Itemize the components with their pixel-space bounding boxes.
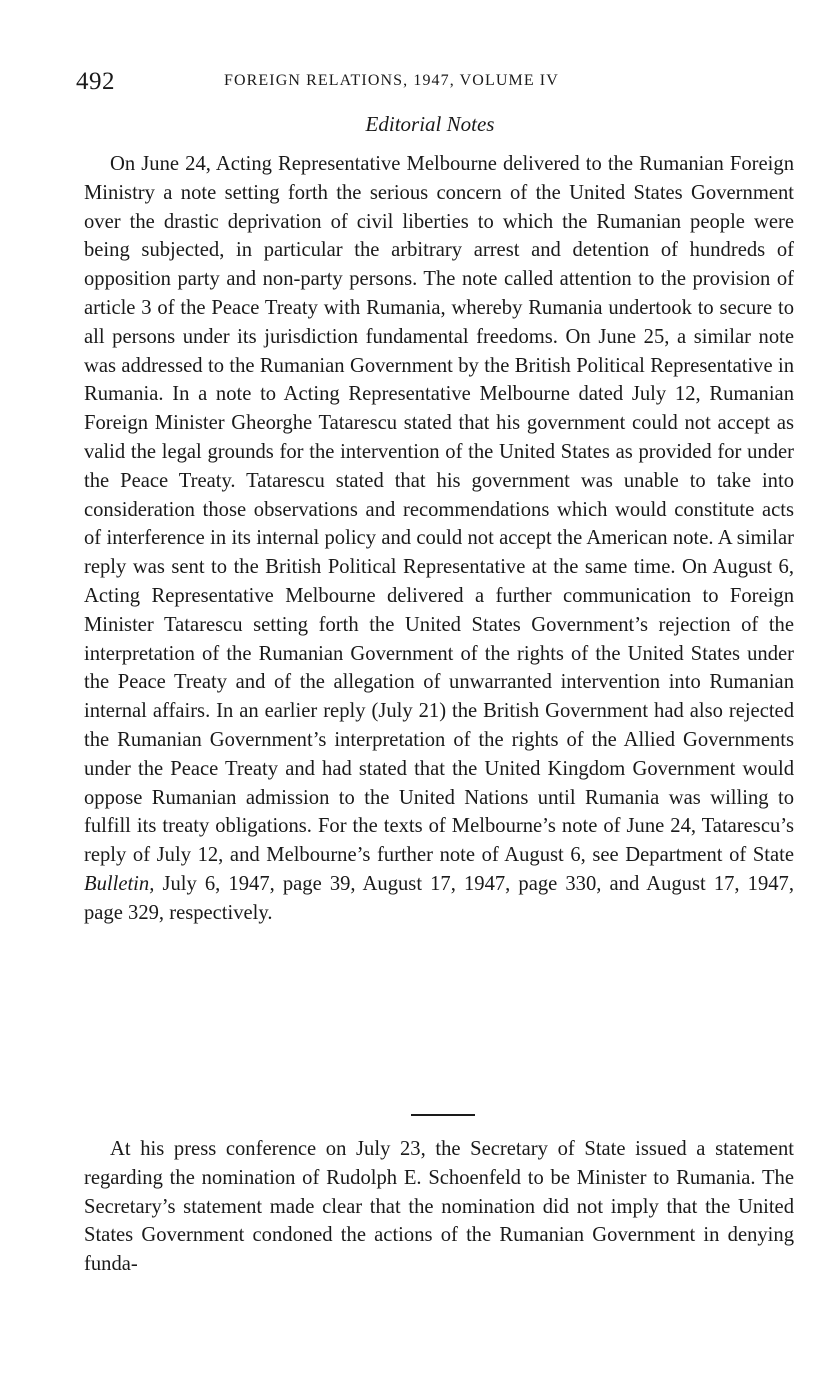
section-title: Editorial Notes bbox=[365, 112, 495, 136]
paragraph-1-text: On June 24, Acting Representative Melbourne delivered to the Rumanian Foreign Ministry a note setting forth the serious concern of the United States Government over the drastic deprivation of civil liberties to which the Rumanian people were being subjected, in particular the arbitrary arrest and detention of hundreds of opposition party and non-party persons. The note called attention to the provision of article 3 of the Peace Treaty with Rumania, whereby Rumania undertook to secure to all persons under its jurisdiction fundamental freedoms. On June 25, a similar note was addressed to the Rumanian Government by the British Political Representative in Rumania. In a note to Acting Representative Melbourne dated July 12, Rumanian Foreign Minister Gheorghe Tatarescu stated that his government could not accept as valid the legal grounds for the intervention of the United States as provided for under the Peace Treaty. Tatarescu stated that his government was unable to take into consideration those observations and recommendations which would constitute acts of interference in its internal policy and could not accept the American note. A similar reply was sent to the British Political Representative at the same time. On August 6, Acting Representative Melbourne delivered a further communication to Foreign Minister Tatarescu setting forth the United States Government’s rejection of the interpretation of the Rumanian Government of the rights of the United States under the Peace Treaty and of the allegation of unwarranted intervention into Rumanian internal affairs. In an earlier reply (July 21) the British Government had also rejected the Rumanian Government’s interpretation of the rights of the Allied Governments under the Peace Treaty and had stated that the United Kingdom Government would oppose Rumanian admission to the United Nations until Rumania was willing to fulfill its treaty obligations. For the texts of Melbourne’s note of June 24, Tatarescu’s reply of July 12, and Melbourne’s further note of August 6, see Department of State bbox=[84, 153, 794, 867]
journal-title: FOREIGN RELATIONS, 1947, VOLUME IV bbox=[224, 72, 559, 89]
paragraph-1-text-end: July 6, 1947, page 39, August 17, 1947, page 330, and August 17, 1947, page 329, respectively. bbox=[84, 872, 794, 924]
editorial-note-paragraph-2 bbox=[84, 1135, 794, 1279]
editorial-note-paragraph-1 bbox=[84, 150, 794, 928]
running-head bbox=[76, 68, 794, 98]
section-divider bbox=[411, 1114, 475, 1116]
paragraph-2-text: At his press conference on July 23, the Secretary of State issued a statement regarding the nomination of Rudolph E. Schoenfeld to be Minister to Rumania. The Secretary’s statement made clear that the nomination did not imply that the United States Government condoned the actions of the Rumanian Government in denying funda- bbox=[84, 1138, 794, 1276]
page-number: 492 bbox=[76, 68, 115, 95]
bulletin-citation: Bulletin, bbox=[84, 872, 155, 895]
